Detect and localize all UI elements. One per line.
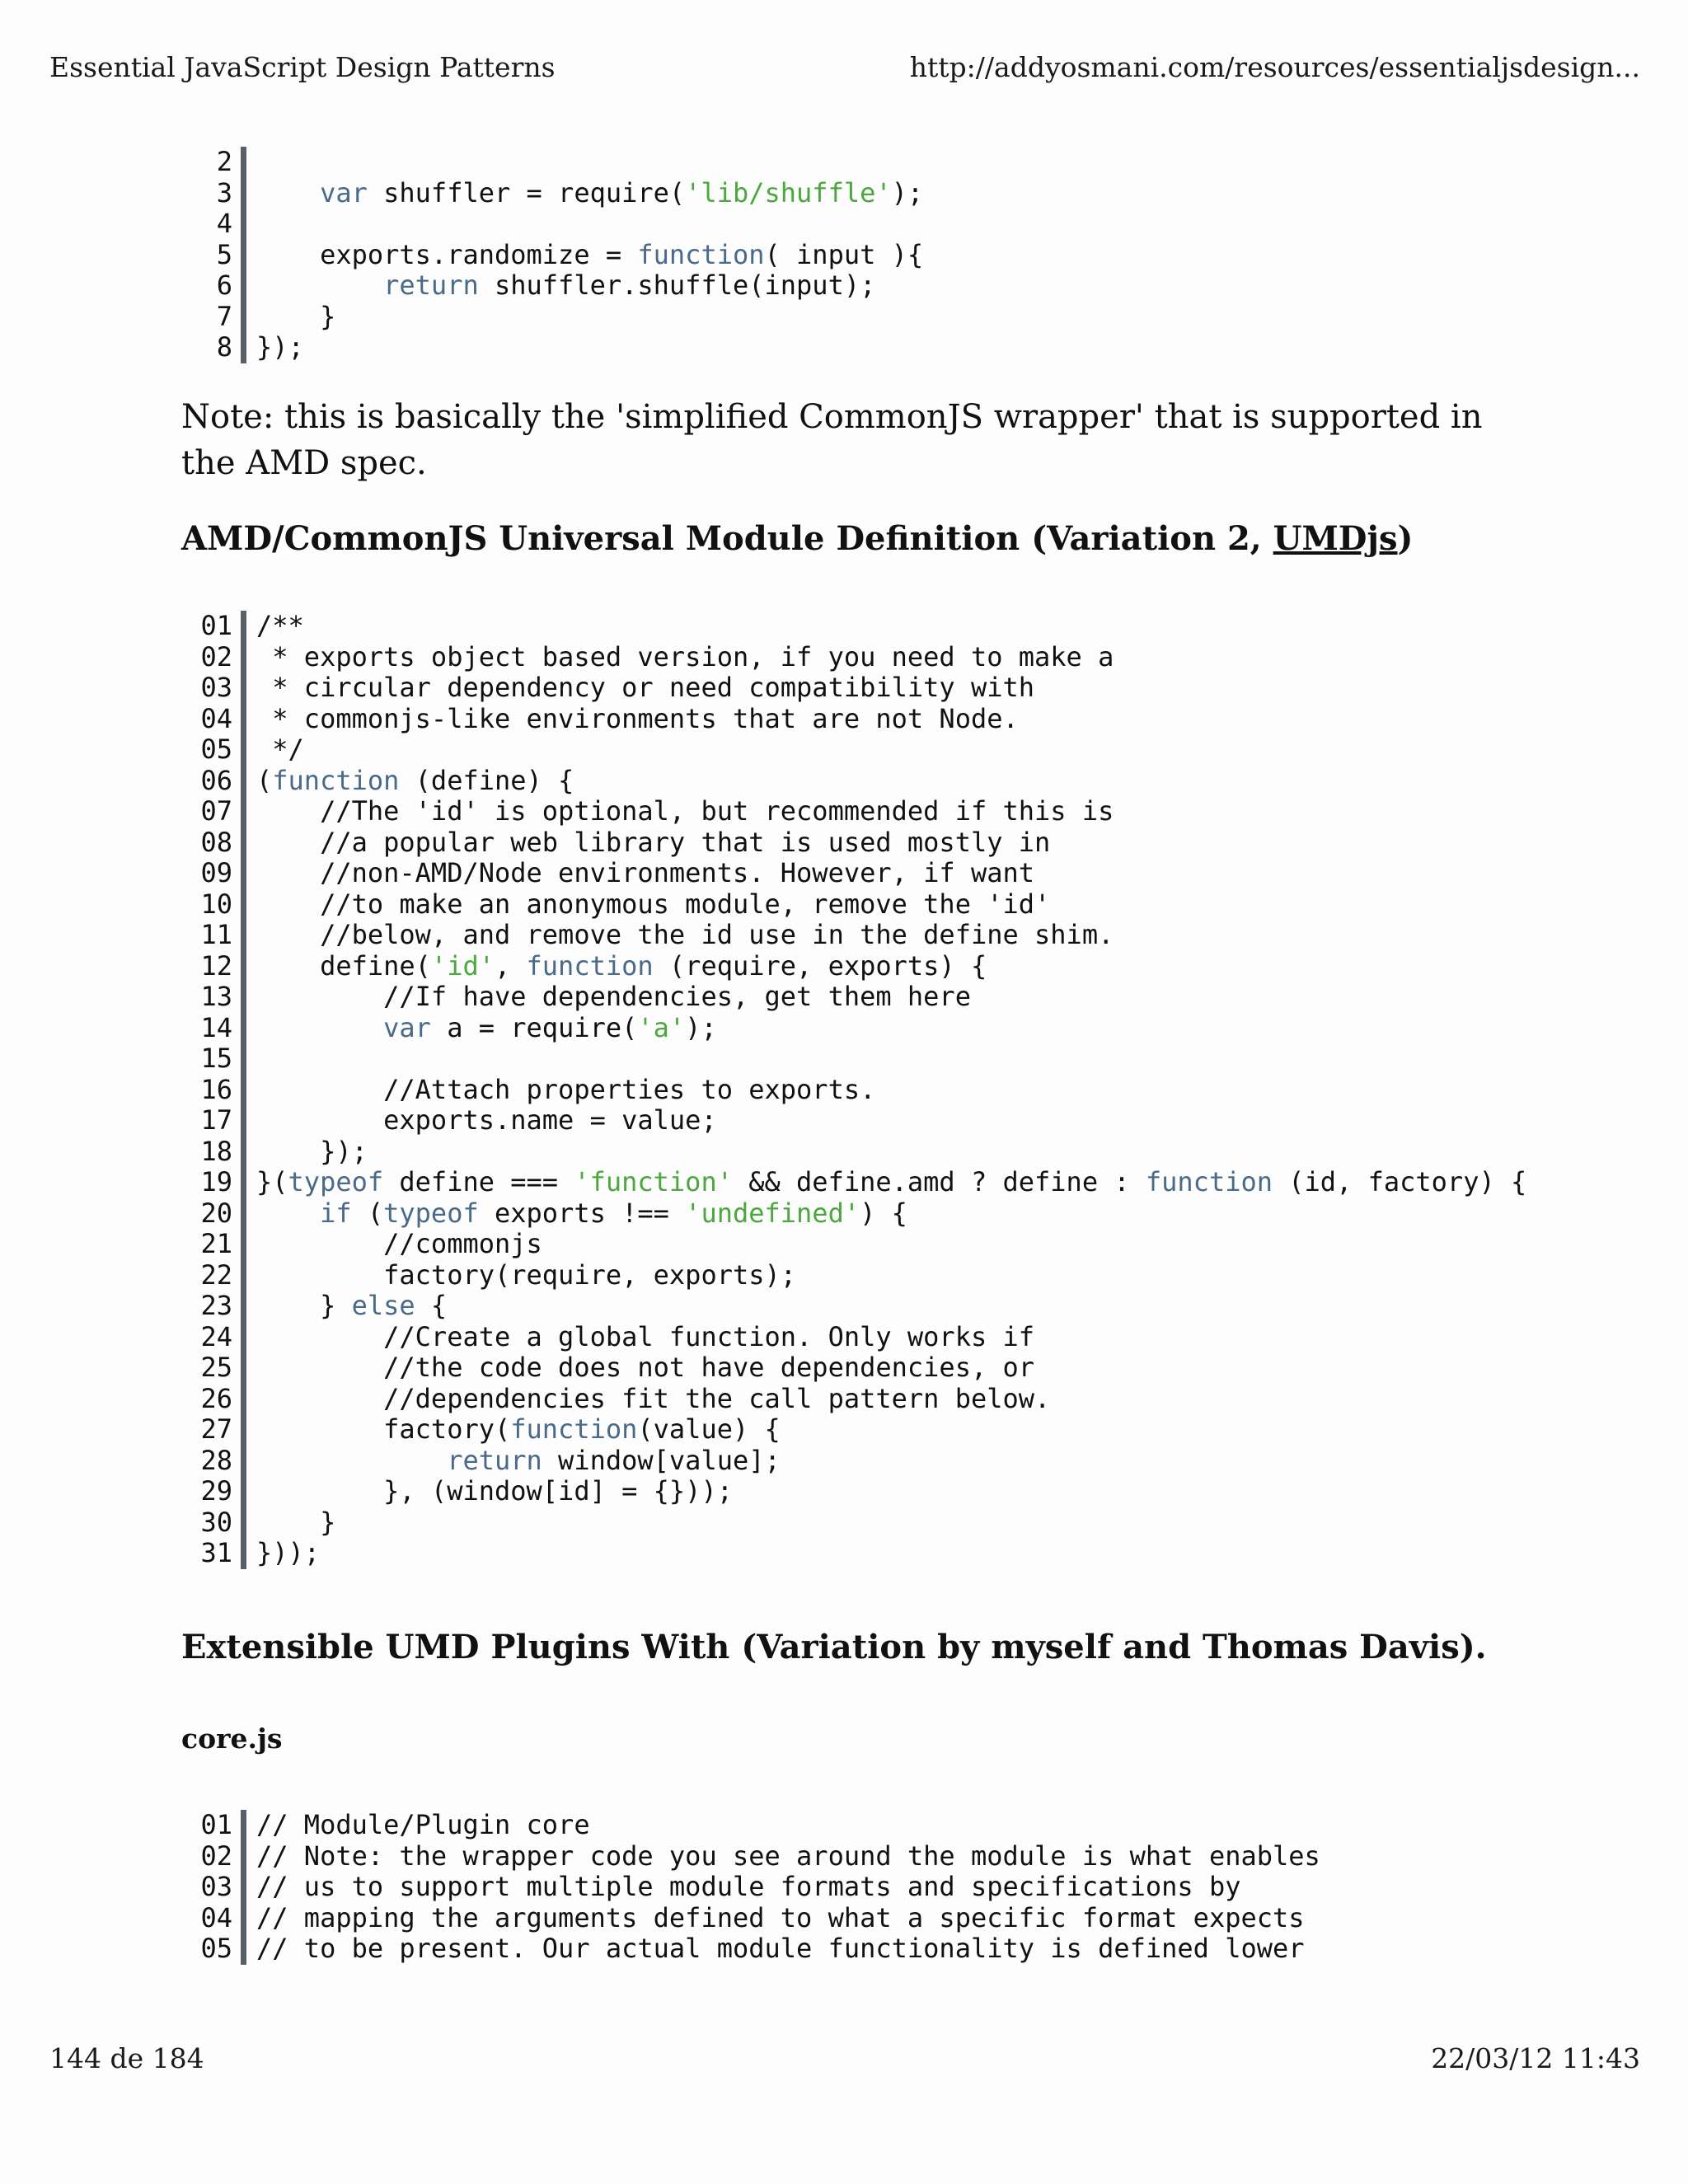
heading-text: AMD/CommonJS Universal Module Definition (Variation 2, [181,519,1273,558]
code-token [256,1445,447,1476]
code-string: 'function' [574,1166,733,1197]
code-token: }, (window[id] = {})); [256,1475,733,1507]
gutter-bar [241,920,246,951]
code-text [256,642,1575,673]
code-keyword: else [351,1290,415,1321]
code-line [165,1075,1575,1106]
line-number: 5 [216,238,232,270]
code-token: // mapping the arguments defined to what a specific format expects [256,1901,1305,1933]
gutter-bar [241,1933,246,1965]
code-text [256,1260,1575,1291]
code-token: ) { [860,1197,907,1229]
code-keyword: if [320,1197,352,1229]
gutter-bar [241,858,246,889]
code-token: //If have dependencies, get them here [256,981,971,1012]
code-line [165,1198,1575,1230]
code-token: ); [891,176,924,209]
code-line [165,827,1575,859]
gutter-bar [241,1872,246,1903]
code-token: }); [256,331,304,363]
code-token: (value) { [637,1413,781,1445]
code-token: }( [256,1166,288,1197]
heading-close: ) [1397,519,1414,558]
code-line [165,1137,1575,1168]
code-text [256,1322,1575,1353]
line-number: 22 [200,1258,232,1291]
code-text [256,302,1575,333]
code-keyword: function [1145,1166,1273,1197]
code-token [256,177,320,209]
gutter-bar [241,796,246,827]
code-line [165,1105,1575,1137]
code-line [165,1933,1575,1965]
code-keyword: typeof [288,1166,384,1197]
code-keyword: function [526,949,654,982]
code-line [165,951,1575,982]
code-line [165,1291,1575,1322]
line-number: 08 [200,826,232,858]
code-string: 'a' [637,1011,686,1043]
line-number: 7 [216,300,232,332]
code-string: 'undefined' [685,1197,860,1229]
line-number: 23 [200,1290,232,1321]
code-line [165,1414,1575,1446]
code-token: factory( [256,1413,511,1445]
gutter-bar [241,1903,246,1934]
code-keyword: function [510,1413,638,1445]
gutter-bar [241,734,246,766]
line-number: 01 [200,610,232,641]
code-text [256,270,1575,302]
line-number: 25 [200,1352,232,1383]
gutter-bar [241,611,246,642]
heading-umd-variation-2 [181,519,1413,558]
code-token: * circular dependency or need compatibility with [256,672,1035,703]
code-keyword: return [447,1444,542,1476]
gutter-bar [241,889,246,921]
heading-extensible-umd: Extensible UMD Plugins With (Variation by myself and Thomas Davis). [181,1628,1487,1666]
code-token: } [256,1506,336,1538]
code-line [165,796,1575,827]
code-text [256,920,1575,951]
code-line [165,673,1575,704]
gutter-bar [241,1013,246,1044]
code-token: , [494,949,527,982]
code-token [256,1197,320,1229]
line-number: 20 [200,1197,232,1229]
line-number: 28 [200,1444,232,1476]
document-title: Essential JavaScript Design Patterns [49,51,556,83]
code-token: window[value]; [542,1444,781,1476]
gutter-bar [241,240,246,271]
line-number: 05 [200,1933,232,1964]
code-text [256,611,1575,642]
code-text [256,1538,1575,1569]
code-line [165,147,1575,178]
gutter-bar [241,766,246,797]
code-token: //dependencies fit the call pattern below. [256,1382,1051,1414]
gutter-bar [241,982,246,1013]
code-text [256,1352,1575,1384]
code-block-shuffler [165,147,1575,363]
gutter-bar [241,1198,246,1230]
code-token: (require, exports) { [653,949,987,982]
line-number: 05 [200,733,232,765]
code-line [165,1872,1575,1903]
code-text [256,1414,1575,1446]
line-number: 07 [200,795,232,827]
code-token [256,269,383,301]
line-number: 18 [200,1135,232,1167]
code-text [256,1198,1575,1230]
code-keyword: var [383,1011,431,1043]
code-token: ( input ){ [764,238,924,270]
line-number: 6 [216,269,232,301]
line-number: 10 [200,888,232,920]
line-number: 04 [200,1901,232,1933]
code-line [165,704,1575,735]
gutter-bar [241,147,246,178]
code-text [256,673,1575,704]
gutter-bar [241,704,246,735]
code-line [165,889,1575,921]
code-block-core [165,1810,1575,1965]
code-token: //non-AMD/Node environments. However, if want [256,857,1035,888]
code-token: { [415,1290,448,1321]
code-line [165,1538,1575,1569]
code-token: /** [256,610,304,641]
line-number: 17 [200,1104,232,1136]
gutter-bar [241,1414,246,1446]
code-token: } [256,300,336,332]
code-token: //to make an anonymous module, remove the 'id' [256,888,1051,920]
code-line [165,611,1575,642]
code-token: // us to support multiple module formats and specifications by [256,1871,1241,1902]
code-token: exports.randomize = [256,238,638,270]
code-text [256,1013,1575,1044]
line-number: 21 [200,1228,232,1259]
code-line [165,1903,1575,1934]
line-number: 14 [200,1011,232,1043]
gutter-bar [241,1322,246,1353]
code-keyword: var [320,176,368,209]
code-string: 'lib/shuffle' [685,176,892,209]
code-text [256,1841,1575,1872]
code-token: (id, factory) { [1273,1166,1527,1197]
code-line [165,240,1575,271]
gutter-bar [241,1841,246,1872]
code-line [165,1167,1575,1198]
code-block-umd [165,611,1575,1569]
code-line [165,1507,1575,1539]
code-line [165,1384,1575,1415]
code-line [165,642,1575,673]
code-token: //a popular web library that is used mostly in [256,826,1051,858]
code-text [256,1810,1575,1841]
code-line [165,858,1575,889]
gutter-bar [241,1538,246,1569]
code-text [256,1903,1575,1934]
code-token: // Note: the wrapper code you see around the module is what enables [256,1840,1320,1872]
code-text [256,951,1575,982]
code-token: //Create a global function. Only works if [256,1320,1035,1352]
code-text [256,1933,1575,1965]
code-token: ( [256,764,273,796]
code-line [165,1446,1575,1477]
line-number: 03 [200,672,232,703]
code-token: // to be present. Our actual module functionality is defined lower [256,1933,1305,1964]
code-line [165,178,1575,209]
code-token: exports.name = value; [256,1104,717,1136]
code-text [256,240,1575,271]
code-text [256,1507,1575,1539]
code-token: factory(require, exports); [256,1258,797,1291]
code-text [256,889,1575,921]
code-line [165,982,1575,1013]
code-line [165,734,1575,766]
line-number: 24 [200,1320,232,1352]
gutter-bar [241,1167,246,1198]
code-text [256,1476,1575,1507]
code-token: } [256,1290,352,1321]
line-number: 26 [200,1382,232,1414]
gutter-bar [241,1476,246,1507]
gutter-bar [241,302,246,333]
gutter-bar [241,827,246,859]
line-number: 27 [200,1413,232,1445]
gutter-bar [241,1507,246,1539]
code-text [256,1229,1575,1260]
gutter-bar [241,1075,246,1106]
code-line [165,270,1575,302]
line-number: 8 [216,331,232,363]
gutter-bar [241,178,246,209]
code-text [256,734,1575,766]
code-text [256,1384,1575,1415]
code-text [256,147,1575,178]
code-text [256,858,1575,889]
code-token: && define.amd ? define : [732,1166,1146,1197]
line-number: 06 [200,764,232,796]
code-token: shuffler.shuffle(input); [478,269,876,301]
code-line [165,1810,1575,1841]
code-line [165,1841,1575,1872]
code-text [256,209,1575,240]
code-line [165,1043,1575,1075]
code-line [165,1476,1575,1507]
code-text [256,796,1575,827]
gutter-bar [241,332,246,363]
code-token: * commonjs-like environments that are not Node. [256,702,1019,734]
code-token: define === [383,1166,574,1197]
print-datetime: 22/03/12 11:43 [1431,2042,1640,2074]
code-line [165,1013,1575,1044]
gutter-bar [241,673,246,704]
code-line [165,302,1575,333]
code-keyword: function [637,238,765,270]
line-number: 02 [200,1840,232,1872]
gutter-bar [241,1137,246,1168]
umdjs-link[interactable]: UMDjs [1273,519,1398,558]
code-token: ); [685,1011,717,1043]
code-token: */ [256,733,304,765]
gutter-bar [241,270,246,302]
code-token: * exports object based version, if you need to make a [256,640,1114,673]
code-line [165,1352,1575,1384]
code-keyword: function [272,764,400,796]
gutter-bar [241,951,246,982]
code-text [256,1105,1575,1137]
code-token: (define) { [399,764,574,796]
code-token: //commonjs [256,1228,542,1259]
code-token: define( [256,949,431,982]
code-token: shuffler = require( [367,176,686,209]
code-token [256,1012,383,1043]
code-line [165,1229,1575,1260]
line-number: 04 [200,702,232,734]
code-text [256,332,1575,363]
gutter-bar [241,1229,246,1260]
code-line [165,332,1575,363]
line-number: 01 [200,1809,232,1840]
subheading-core-js: core.js [181,1722,283,1755]
line-number: 03 [200,1871,232,1902]
line-number: 12 [200,949,232,982]
code-text [256,1872,1575,1903]
gutter-bar [241,1352,246,1384]
code-token: //Attach properties to exports. [256,1073,876,1105]
code-token: //The 'id' is optional, but recommended if this is [256,795,1114,827]
code-line [165,1260,1575,1291]
code-token: //the code does not have dependencies, or [256,1352,1035,1383]
gutter-bar [241,1043,246,1075]
code-text [256,1075,1575,1106]
gutter-bar [241,1810,246,1841]
code-line [165,209,1575,240]
line-number: 29 [200,1475,232,1507]
code-token: }); [256,1135,368,1167]
line-number: 16 [200,1073,232,1105]
code-text [256,827,1575,859]
document-url: http://addyosmani.com/resources/essentialjsdesign... [909,51,1640,83]
gutter-bar [241,1446,246,1477]
gutter-bar [241,209,246,240]
code-line [165,920,1575,951]
gutter-bar [241,1105,246,1137]
line-number: 02 [200,640,232,673]
code-keyword: typeof [383,1197,479,1229]
line-number: 3 [216,176,232,209]
line-number: 09 [200,857,232,888]
code-token: a = require( [430,1011,638,1043]
code-line [165,766,1575,797]
code-token: })); [256,1537,321,1568]
code-line [165,1322,1575,1353]
gutter-bar [241,1260,246,1291]
code-text [256,704,1575,735]
line-number: 4 [216,208,232,239]
line-number: 15 [200,1043,232,1074]
code-text [256,1137,1575,1168]
line-number: 13 [200,981,232,1012]
code-keyword: return [383,269,479,301]
code-text [256,982,1575,1013]
line-number: 11 [200,919,232,950]
code-text [256,1446,1575,1477]
gutter-bar [241,642,246,673]
note-paragraph: Note: this is basically the 'simplified CommonJS wrapper' that is supported in the AMD spec. [181,398,1483,482]
code-token: exports !== [478,1197,686,1229]
line-number: 19 [200,1166,232,1197]
code-text [256,766,1575,797]
code-text [256,1043,1575,1075]
code-string: 'id' [430,949,495,982]
code-text [256,1167,1542,1198]
gutter-bar [241,1291,246,1322]
code-text [256,178,1575,209]
page-number: 144 de 184 [49,2042,204,2074]
code-token: ( [351,1197,384,1229]
code-token: // Module/Plugin core [256,1809,590,1840]
gutter-bar [241,1384,246,1415]
code-token: //below, and remove the id use in the define shim. [256,919,1114,950]
line-number: 31 [200,1537,232,1568]
line-number: 30 [200,1506,232,1538]
line-number: 2 [216,146,232,177]
code-text [256,1291,1575,1322]
